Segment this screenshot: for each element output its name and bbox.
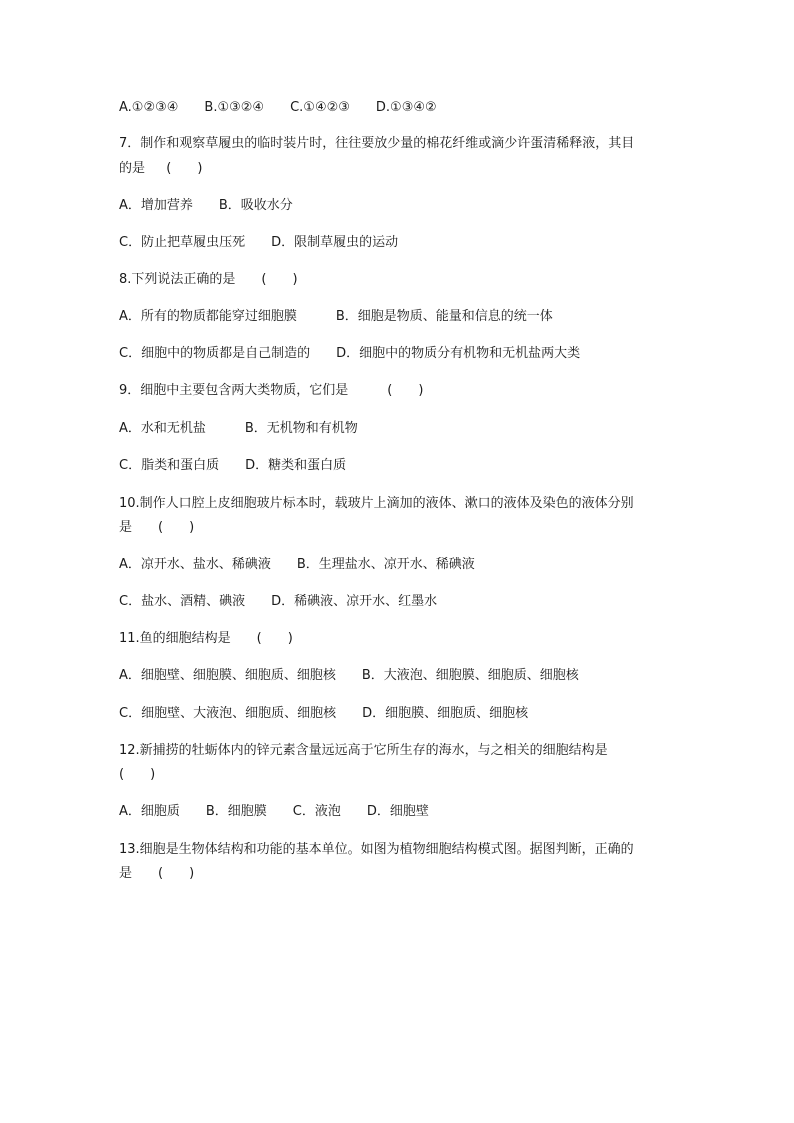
q7-options-line2: C．防止把草履虫压死 D．限制草履虫的运动 bbox=[119, 235, 399, 250]
q12-options-line1: A．细胞质 B．细胞膜 C．液泡 D．细胞壁 bbox=[119, 804, 429, 819]
q12-stem-line1: 12.新捕捞的牡蛎体内的锌元素含量远远高于它所生存的海水，与之相关的细胞结构是 bbox=[119, 743, 608, 758]
q9-stem: 9．细胞中主要包含两大类物质，它们是 ( ) bbox=[119, 383, 424, 398]
q8-stem: 8.下列说法正确的是 ( ) bbox=[119, 272, 298, 287]
q7-stem-line1: 7．制作和观察草履虫的临时装片时，往往要放少量的棉花纤维或滴少许蛋清稀释液，其目 bbox=[119, 136, 635, 151]
q8-options-line2: C．细胞中的物质都是自己制造的 D．细胞中的物质分有机物和无机盐两大类 bbox=[119, 346, 581, 361]
q10-options-line2: C．盐水、酒精、碘液 D．稀碘液、凉开水、红墨水 bbox=[119, 594, 438, 609]
q7-options-line1: A．增加营养 B．吸收水分 bbox=[119, 198, 293, 213]
q7-stem-line2: 的是 ( ) bbox=[119, 161, 203, 176]
q10-stem-line1: 10.制作人口腔上皮细胞玻片标本时，载玻片上滴加的液体、漱口的液体及染色的液体分别 bbox=[119, 496, 634, 511]
q9-options-line1: A．水和无机盐 B．无机物和有机物 bbox=[119, 421, 358, 436]
q11-options-line1: A．细胞壁、细胞膜、细胞质、细胞核 B．大液泡、细胞膜、细胞质、细胞核 bbox=[119, 668, 579, 683]
q9-options-line2: C．脂类和蛋白质 D．糖类和蛋白质 bbox=[119, 458, 347, 473]
q13-stem-line1: 13.细胞是生物体结构和功能的基本单位。如图为植物细胞结构模式图。据图判断，正确的 bbox=[119, 842, 634, 857]
q6-options: A.①②③④ B.①③②④ C.①④②③ D.①③④② bbox=[119, 100, 437, 115]
q10-stem-line2: 是 ( ) bbox=[119, 520, 195, 535]
q13-stem-line2: 是 ( ) bbox=[119, 866, 195, 881]
q11-options-line2: C．细胞壁、大液泡、细胞质、细胞核 D．细胞膜、细胞质、细胞核 bbox=[119, 706, 529, 721]
q10-options-line1: A．凉开水、盐水、稀碘液 B．生理盐水、凉开水、稀碘液 bbox=[119, 557, 475, 572]
q8-options-line1: A．所有的物质都能穿过细胞膜 B．细胞是物质、能量和信息的统一体 bbox=[119, 309, 553, 324]
q12-stem-line2: ( ) bbox=[119, 767, 156, 782]
q11-stem: 11.鱼的细胞结构是 ( ) bbox=[119, 631, 293, 646]
